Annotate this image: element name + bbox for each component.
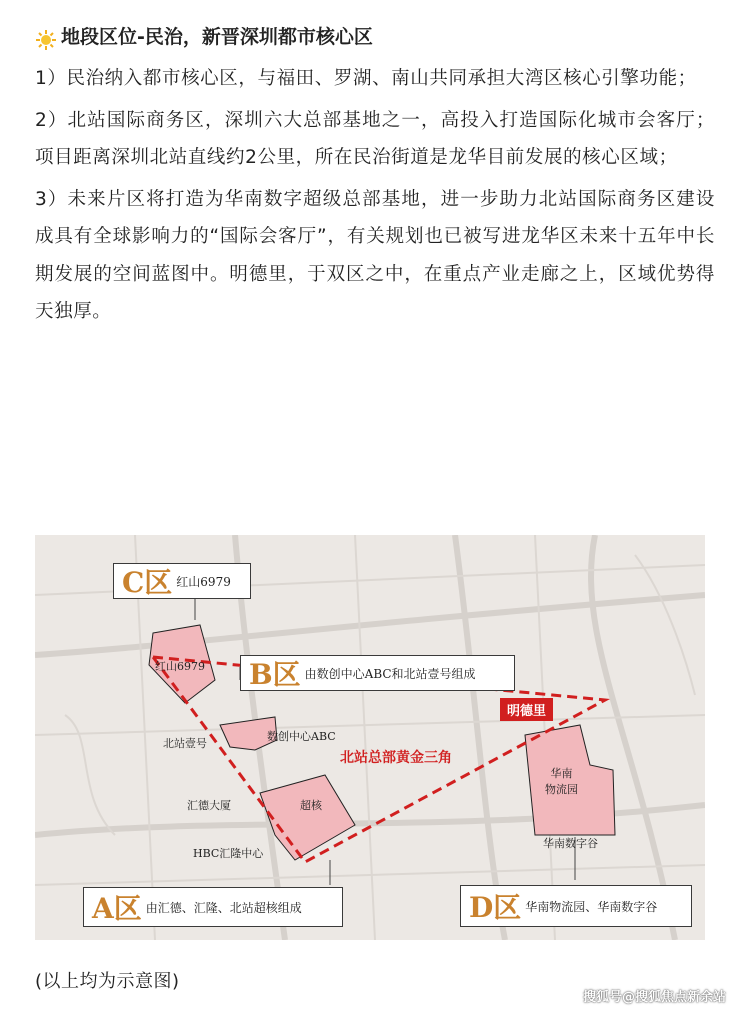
label-shuzigu: 华南数字谷 <box>543 837 598 850</box>
zone-a-box <box>83 887 343 927</box>
zone-d-letter: D区 <box>469 891 522 924</box>
sun-icon <box>35 26 57 48</box>
label-beizhan-yihao: 北站壹号 <box>163 737 207 750</box>
zone-c-letter: C区 <box>122 566 173 599</box>
zone-b-box <box>240 655 515 691</box>
zone-c-box <box>113 563 251 599</box>
zone-a-desc: 由汇德、汇隆、北站超核组成 <box>145 900 302 915</box>
label-wuliu: 华南 物流园 <box>545 767 578 796</box>
zone-c-desc: 红山6979 <box>176 574 231 589</box>
location-map <box>35 535 705 940</box>
article-body <box>35 18 715 331</box>
label-hongshan: 红山6979 <box>155 660 205 673</box>
label-shuchuang: 数创中心ABC <box>267 730 336 743</box>
heading-text: 地段区位-民治，新晋深圳都市核心区 <box>61 26 373 48</box>
paragraph-3: 3）未来片区将打造为华南数字超级总部基地，进一步助力北站国际商务区建设成具有全球影响力的“国际会客厅”，有关规划也已被写进龙华区未来十五年中长期发展的空间蓝图中。明德里，于双区之中，在重点产业走廊之上，区域优势得天独厚。 <box>35 188 715 322</box>
project-tag-mingdeli: 明德里 <box>500 698 553 721</box>
label-huide: 汇德大厦 <box>187 799 231 812</box>
article-heading <box>35 18 715 56</box>
zone-d-desc: 华南物流园、华南数字谷 <box>525 899 658 914</box>
zone-b-letter: B区 <box>249 658 301 691</box>
watermark: 搜狐号@搜狐焦点新余站 <box>582 990 726 1005</box>
label-hbc: HBC汇隆中心 <box>193 847 264 860</box>
paragraph-1: 1）民治纳入都市核心区，与福田、罗湖、南山共同承担大湾区核心引擎功能； <box>35 68 697 89</box>
zone-d-box <box>460 885 692 927</box>
map-caption: (以上均为示意图) <box>35 971 180 992</box>
zone-b-desc: 由数创中心ABC和北站壹号组成 <box>304 666 476 681</box>
zone-a-letter: A区 <box>92 892 142 925</box>
golden-triangle-label: 北站总部黄金三角 <box>340 750 452 766</box>
paragraph-2: 2）北站国际商务区，深圳六大总部基地之一，高投入打造国际化城市会客厅；项目距离深圳北站直线约2公里，所在民治街道是龙华目前发展的核心区域； <box>35 109 715 168</box>
label-chaohe: 超核 <box>300 799 322 812</box>
